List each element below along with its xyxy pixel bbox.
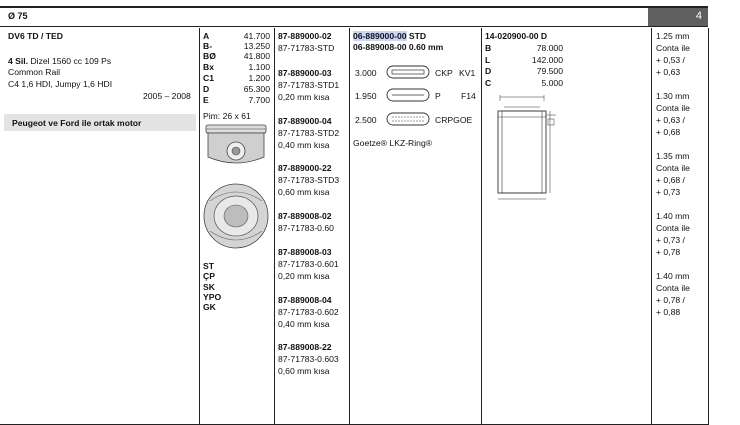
piston-size: 0,60 mm kısa <box>278 187 330 197</box>
gasket-label: Conta ile <box>656 43 690 53</box>
ring-extra: F14 <box>461 91 476 101</box>
dim-label-bx: Bx <box>203 62 214 72</box>
piston-code[interactable]: 87-889008-04 <box>278 295 332 305</box>
gasket-label: Conta ile <box>656 283 690 293</box>
gasket-thickness: 1.40 mm <box>656 211 690 221</box>
liner-value-c: 5.000 <box>541 78 563 88</box>
engine-spec-line <box>8 56 111 66</box>
dim-value-bo: 41.800 <box>243 51 270 61</box>
gasket-thickness: 1.40 mm <box>656 271 690 281</box>
dim-label-b: B- <box>203 41 213 51</box>
piston-illustration <box>200 121 272 261</box>
gasket-range: + 0,53 / <box>656 55 685 65</box>
gasket-range: + 0,78 <box>656 247 681 257</box>
dim-value-e: 7.700 <box>248 95 270 105</box>
dim-value-b: 13.250 <box>243 41 270 51</box>
ring-code-std-suffix: STD <box>406 31 427 41</box>
piston-code[interactable]: 87-889000-04 <box>278 116 332 126</box>
engine-model: DV6 TD / TED <box>8 31 63 41</box>
legend-code-cp: ÇP <box>203 271 215 281</box>
diameter-label: Ø 75 <box>8 11 28 21</box>
ring-profile-oil-icon <box>386 111 430 127</box>
liner-diagram <box>494 93 558 205</box>
dim-value-c1: 1.200 <box>248 73 270 83</box>
liner-label-d: D <box>485 66 492 76</box>
piston-ref: 87-71783-0.60 <box>278 223 334 233</box>
gasket-thickness: 1.25 mm <box>656 31 690 41</box>
piston-code[interactable]: 87-889008-02 <box>278 211 332 221</box>
ring-type: CKP <box>435 68 453 78</box>
gasket-range: + 0,78 / <box>656 295 685 305</box>
liner-code[interactable]: 14-020900-00 D <box>485 31 548 41</box>
header-bar <box>0 6 708 27</box>
liner-value-b: 78.000 <box>536 43 563 53</box>
dim-label-a: A <box>203 31 210 41</box>
col-divider-4 <box>481 28 482 425</box>
piston-size: 0,20 mm kısa <box>278 92 330 102</box>
dim-label-bo: BØ <box>203 51 216 61</box>
ring-brand: Goetze® LKZ-Ring® <box>353 138 433 148</box>
ring-code-060[interactable]: 06-889008-00 0.60 mm <box>353 42 444 52</box>
engine-note: Peugeot ve Ford ile ortak motor <box>12 118 142 128</box>
ring-thickness: 1.950 <box>355 91 377 101</box>
piston-code[interactable]: 87-889000-22 <box>278 163 332 173</box>
legend-code-st: ST <box>203 261 214 271</box>
engine-spec: Dizel 1560 cc 109 Ps <box>30 56 112 66</box>
piston-ref: 87-71783-0.602 <box>278 307 339 317</box>
liner-label-l: L <box>485 55 491 65</box>
dim-value-a: 41.700 <box>243 31 270 41</box>
piston-code[interactable]: 87-889008-22 <box>278 342 332 352</box>
ring-code-std[interactable]: 06-889000-00 <box>353 31 407 41</box>
engine-vehicles: C4 1,6 HDI, Jumpy 1,6 HDI <box>8 79 113 89</box>
piston-code[interactable]: 87-889008-03 <box>278 247 332 257</box>
liner-label-b: B <box>485 43 492 53</box>
piston-code[interactable]: 87-889000-03 <box>278 68 332 78</box>
gasket-range: + 0,68 / <box>656 175 685 185</box>
gasket-range: + 0,68 <box>656 127 681 137</box>
page-number: 4 <box>695 10 702 22</box>
gasket-range: + 0,88 <box>656 307 681 317</box>
ring-profile-scraper-icon <box>386 87 430 103</box>
legend-code-ypo: YPO <box>203 292 222 302</box>
gasket-thickness: 1.35 mm <box>656 151 690 161</box>
col-divider-2 <box>274 28 275 425</box>
dim-value-bx: 1.100 <box>248 62 270 72</box>
piston-size: 0,20 mm kısa <box>278 271 330 281</box>
piston-ref: 87-71783-STD <box>278 43 335 53</box>
piston-ref: 87-71783-STD2 <box>278 128 340 138</box>
ring-extra: KV1 <box>459 68 476 78</box>
liner-label-c: C <box>485 78 492 88</box>
piston-ref: 87-71783-STD3 <box>278 175 340 185</box>
piston-code[interactable]: 87-889000-02 <box>278 31 332 41</box>
ring-thickness: 3.000 <box>355 68 377 78</box>
dim-label-c1: C1 <box>203 73 214 83</box>
gasket-label: Conta ile <box>656 103 690 113</box>
gasket-range: + 0,73 <box>656 187 681 197</box>
dim-value-d: 65.300 <box>243 84 270 94</box>
legend-code-gk: GK <box>203 302 216 312</box>
ring-type: P <box>435 91 441 101</box>
engine-cylinders: 4 Sil. <box>8 56 29 66</box>
piston-size: 0,60 mm kısa <box>278 366 330 376</box>
engine-years: 2005 – 2008 <box>143 91 191 101</box>
legend-code-sk: SK <box>203 282 215 292</box>
liner-value-l: 142.000 <box>531 55 563 65</box>
dim-label-d: D <box>203 84 210 94</box>
ring-profile-compression-icon <box>386 64 430 80</box>
piston-ref: 87-71783-0.603 <box>278 354 339 364</box>
col-divider-3 <box>349 28 350 425</box>
ring-thickness: 2.500 <box>355 115 377 125</box>
ring-type: CRPGOE <box>435 115 473 125</box>
gasket-label: Conta ile <box>656 163 690 173</box>
piston-size: 0,40 mm kısa <box>278 319 330 329</box>
gasket-thickness: 1.30 mm <box>656 91 690 101</box>
page-number-tab <box>648 8 708 26</box>
gasket-range: + 0,63 <box>656 67 681 77</box>
piston-size: 0,40 mm kısa <box>278 140 330 150</box>
gasket-range: + 0,63 / <box>656 115 685 125</box>
ring-code-std-line <box>353 31 426 41</box>
engine-note-box <box>4 114 196 131</box>
piston-ref: 87-71783-STD1 <box>278 80 340 90</box>
engine-injection: Common Rail <box>8 67 61 77</box>
gasket-label: Conta ile <box>656 223 690 233</box>
col-divider-6 <box>708 28 709 425</box>
gasket-range: + 0,73 / <box>656 235 685 245</box>
dim-label-e: E <box>203 95 209 105</box>
col-divider-5 <box>651 28 652 425</box>
piston-ref: 87-71783-0.601 <box>278 259 339 269</box>
pin-size: Pim: 26 x 61 <box>203 111 251 121</box>
liner-value-d: 79.500 <box>536 66 563 76</box>
